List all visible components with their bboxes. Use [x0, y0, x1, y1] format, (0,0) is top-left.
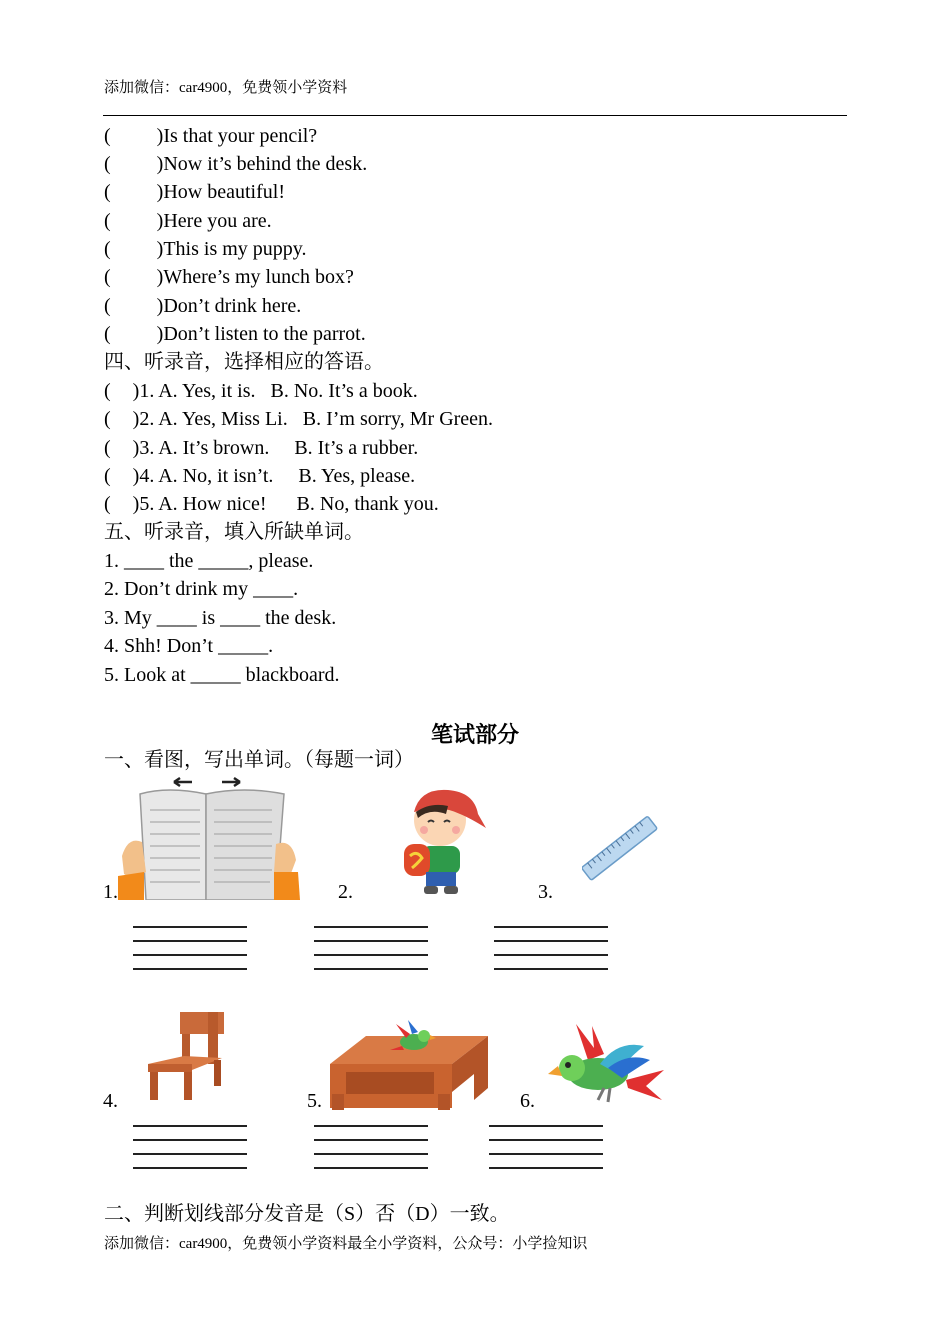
header-rule	[103, 115, 847, 116]
picture-label-1: 1.	[103, 881, 118, 903]
page-header: 添加微信：car4900，免费领小学资料	[104, 80, 348, 96]
written-part2-heading: 二、判断划线部分发音是（S）否（D）一致。	[104, 1203, 510, 1225]
picture-label-6: 6.	[520, 1090, 535, 1112]
part3-item: ( )Now it’s behind the desk.	[104, 153, 368, 175]
picture-label-2: 2.	[338, 881, 353, 903]
part5-item: 5. Look at _____ blackboard.	[104, 664, 340, 686]
part3-item: ( )Don’t drink here.	[104, 295, 302, 317]
bird-on-desk-picture	[326, 1018, 490, 1110]
part3-item: ( )Is that your pencil?	[104, 125, 318, 147]
part5-item: 1. ____ the _____, please.	[104, 550, 314, 572]
part3-item: ( )Where’s my lunch box?	[104, 266, 354, 288]
part5-item: 2. Don’t drink my ____.	[104, 578, 299, 600]
chair-picture	[144, 1008, 226, 1104]
part4-item: ( )4. A. No, it isn’t. B. Yes, please.	[104, 465, 416, 487]
part5-item: 3. My ____ is ____ the desk.	[104, 607, 337, 629]
part3-item: ( )Don’t listen to the parrot.	[104, 323, 366, 345]
writing-lines-3[interactable]	[494, 926, 608, 972]
part4-item: ( )3. A. It’s brown. B. It’s a rubber.	[104, 437, 419, 459]
writing-lines-6[interactable]	[489, 1125, 603, 1171]
written-part-title: 笔试部分	[430, 722, 519, 747]
part3-item: ( )How beautiful!	[104, 181, 285, 203]
picture-label-5: 5.	[307, 1090, 322, 1112]
page-footer: 添加微信：car4900，免费领小学资料最全小学资料，公众号：小学捡知识	[104, 1236, 588, 1252]
writing-lines-5[interactable]	[314, 1125, 428, 1171]
written-part1-heading: 一、看图，写出单词。（每题一词）	[104, 749, 414, 771]
part3-item: ( )This is my puppy.	[104, 238, 307, 260]
part4-item: ( )1. A. Yes, it is. B. No. It’s a book.	[104, 380, 418, 402]
newspaper-picture	[118, 776, 300, 900]
part4-item: ( )2. A. Yes, Miss Li. B. I’m sorry, Mr Green.	[104, 408, 494, 430]
picture-label-4: 4.	[103, 1090, 118, 1112]
part5-heading: 五、听录音，填入所缺单词。	[104, 521, 364, 543]
part3-item: ( )Here you are.	[104, 210, 272, 232]
writing-lines-2[interactable]	[314, 926, 428, 972]
picture-label-3: 3.	[538, 881, 553, 903]
parrot-picture	[548, 1020, 666, 1110]
part4-heading: 四、听录音，选择相应的答语。	[104, 351, 384, 373]
part4-item: ( )5. A. How nice! B. No, thank you.	[104, 493, 439, 515]
writing-lines-4[interactable]	[133, 1125, 247, 1171]
ruler-picture	[582, 812, 658, 886]
part5-item: 4. Shh! Don’t _____.	[104, 635, 274, 657]
writing-lines-1[interactable]	[133, 926, 247, 972]
boy-hotdog-picture	[400, 784, 490, 896]
